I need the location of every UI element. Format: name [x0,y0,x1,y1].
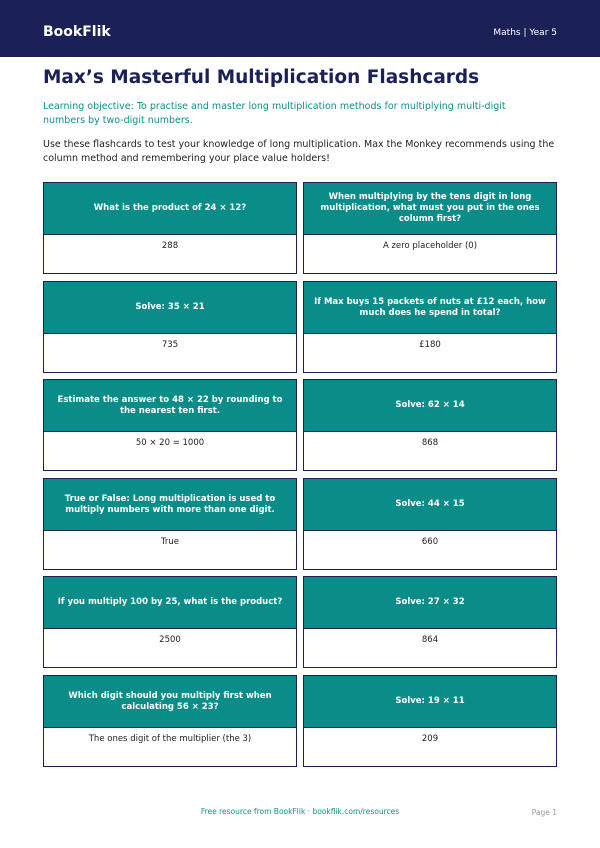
flashcard-answer: True [44,530,296,569]
page-title: Max’s Masterful Multiplication Flashcards [43,67,480,88]
flashcard-question: Solve: 44 × 15 [304,479,556,530]
flashcard [303,478,557,570]
learning-objective: Learning objective: To practise and master long multiplication methods for multiplying multi-digit numbers by two-digit numbers. [43,101,506,126]
flashcard-answer: The ones digit of the multiplier (the 3) [44,727,296,766]
flashcard-question: Solve: 27 × 32 [304,577,556,628]
flashcard-answer: A zero placeholder (0) [304,234,556,273]
flashcard-question: If Max buys 15 packets of nuts at £12 each, how much does he spend in total? [304,282,556,333]
intro-text: Use these flashcards to test your knowledge of long multiplication. Max the Monkey recommends using the column method and remembering your place value holders! [43,139,555,164]
flashcard [303,379,557,471]
top-banner [0,0,600,57]
flashcard-answer: 735 [44,333,296,372]
flashcard [303,281,557,373]
flashcard [43,281,297,373]
flashcard-answer: 868 [304,431,556,470]
flashcard-answer: 288 [44,234,296,273]
flashcard [43,379,297,471]
page-number: Page 1 [531,808,557,817]
flashcard [303,675,557,767]
flashcard-question: Solve: 19 × 11 [304,676,556,727]
flashcard-question: When multiplying by the tens digit in long multiplication, what must you put in the ones column first? [304,183,556,234]
brand-logo[interactable]: BookFlik [43,24,111,40]
flashcard-answer: 864 [304,628,556,667]
footer-link[interactable]: Free resource from BookFlik · bookflik.com/resources [200,807,400,816]
flashcard [43,675,297,767]
flashcard-question: Estimate the answer to 48 × 22 by rounding to the nearest ten first. [44,380,296,431]
flashcard-question: Which digit should you multiply first when calculating 56 × 23? [44,676,296,727]
flashcard [303,182,557,274]
flashcard [43,576,297,668]
flashcard-answer: £180 [304,333,556,372]
flashcard-question: What is the product of 24 × 12? [44,183,296,234]
flashcard-question: Solve: 62 × 14 [304,380,556,431]
flashcard-answer: 2500 [44,628,296,667]
flashcard-question: Solve: 35 × 21 [44,282,296,333]
flashcard-question: If you multiply 100 by 25, what is the product? [44,577,296,628]
subject-year-label: Maths | Year 5 [493,28,557,38]
flashcard-answer: 660 [304,530,556,569]
flashcard [43,182,297,274]
flashcard-question: True or False: Long multiplication is used to multiply numbers with more than one digit. [44,479,296,530]
flashcard-answer: 209 [304,727,556,766]
flashcard [43,478,297,570]
flashcard-answer: 50 × 20 = 1000 [44,431,296,470]
flashcard [303,576,557,668]
